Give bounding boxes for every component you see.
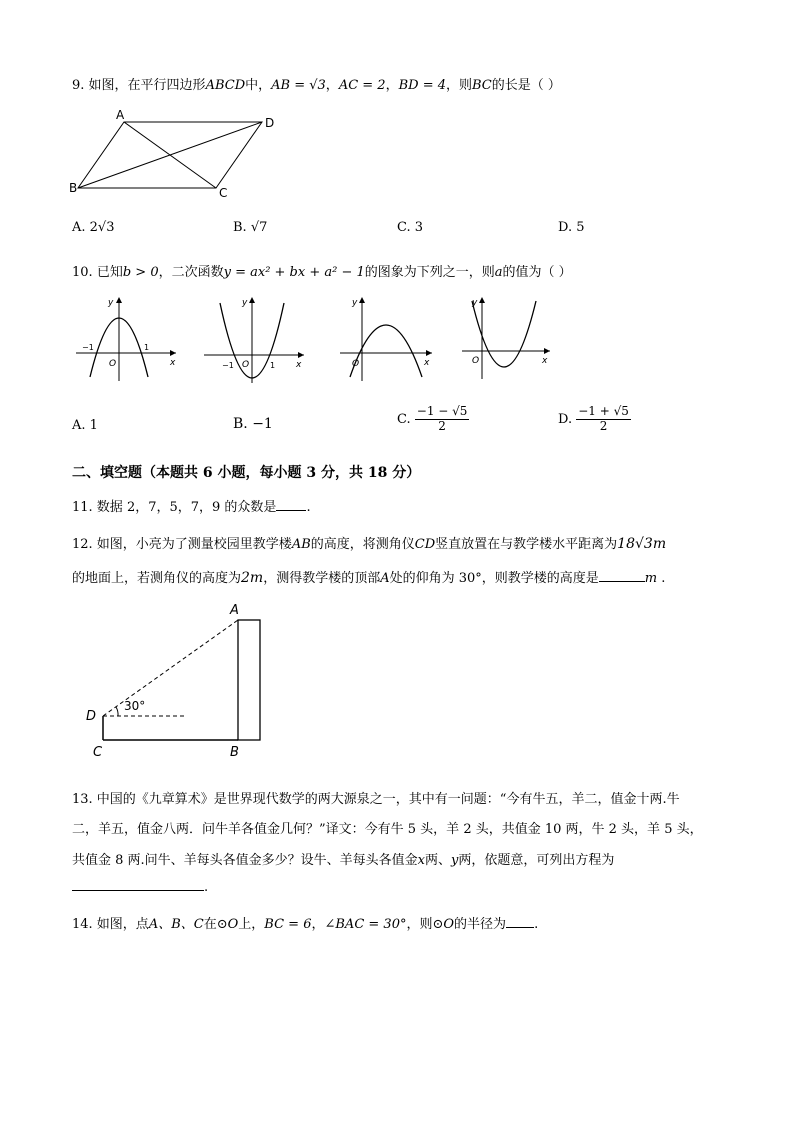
svg-text:y: y (108, 298, 114, 308)
q9-parallelogram-figure (66, 108, 286, 204)
svg-text:y: y (472, 298, 478, 308)
q10-stem: 10. 已知b > 0，二次函数y = ax² + bx + a² − 1的图象为下列之一，则a的值为（ ） (72, 265, 572, 280)
label-B: B (69, 181, 78, 195)
q13-line2: 二，羊五，值金八两．问牛羊各值金几何？”译文：今有牛 5 头，羊 2 头，共值金 10 两，牛 2 头，羊 5 头， (72, 822, 703, 837)
svg-text:x: x (542, 356, 548, 366)
q9-option-d[interactable]: D. 5 (558, 220, 585, 235)
svg-text:x: x (170, 358, 176, 368)
section2-title: 二、填空题（本题共 6 小题，每小题 3 分，共 18 分） (72, 465, 421, 481)
svg-text:−1: −1 (82, 343, 94, 352)
svg-text:A: A (230, 603, 239, 618)
q10-option-b[interactable]: B. −1 (233, 416, 273, 432)
q9-option-c[interactable]: C. 3 (397, 220, 424, 235)
svg-text:1: 1 (144, 343, 150, 352)
q9-stem: 9. 如图，在平行四边形ABCD中，AB = √3，AC = 2，BD = 4，则BC的长是（ ） (72, 78, 561, 93)
q14-stem: 14. 如图，点A、B、C在⊙O上，BC = 6，∠BAC = 30°，则⊙O的半径为 . (72, 917, 539, 932)
svg-text:O: O (109, 359, 117, 369)
q9-option-b[interactable]: B. √7 (233, 220, 268, 235)
label-C: C (219, 186, 228, 200)
q13-line3: 共值金 8 两.问牛、羊每头各值金多少？设牛、羊每头各值金x两、y两，依题意，可列出方程为 (72, 853, 615, 868)
label-D: D (265, 116, 275, 130)
q10-graph-d (458, 293, 558, 385)
svg-text:y: y (242, 298, 248, 308)
q10-graph-b (200, 293, 310, 385)
svg-text:y: y (352, 298, 358, 308)
svg-text:D: D (86, 709, 97, 724)
q10-option-d-fraction: $\frac{-1 + √5}{2}$ (578, 404, 629, 433)
svg-text:O: O (472, 356, 480, 366)
q10-option-a[interactable]: A. 1 (72, 418, 98, 433)
svg-text:C: C (93, 745, 103, 760)
q10-graph-a (72, 293, 182, 385)
svg-text:O: O (352, 359, 360, 369)
q13-line1: 13. 中国的《九章算术》是世界现代数学的两大源泉之一，其中有一问题：“今有牛五，羊二，值金十两.牛 (72, 792, 680, 807)
svg-text:x: x (424, 358, 430, 368)
q11-stem: 11. 数据 2，7，5，7，9 的众数是 . (72, 500, 311, 515)
svg-text:O: O (242, 360, 250, 370)
svg-text:30°: 30° (124, 699, 146, 713)
q10-graph-c (336, 293, 440, 385)
q11-answer-blank[interactable] (276, 509, 306, 511)
q12-line2: 的地面上，若测角仪的高度为2m，测得教学楼的顶部A处的仰角为 30°，则教学楼的高度是 m . (72, 570, 666, 586)
q12-line1: 12. 如图，小亮为了测量校园里教学楼AB的高度，将测角仪CD竖直放置在与教学楼水平距离为18√3m (72, 536, 667, 552)
q14-answer-blank[interactable] (506, 926, 534, 928)
q13-answer-line: . (72, 880, 208, 895)
q12-answer-blank[interactable] (599, 580, 645, 582)
svg-text:x: x (296, 360, 302, 370)
q9-option-a[interactable]: A. 2√3 (72, 220, 115, 235)
q10-option-c-fraction: $\frac{-1 - √5}{2}$ (416, 404, 468, 433)
q12-building-figure (80, 598, 280, 762)
q10-option-c[interactable]: C. $\frac{-1 - √5}{2}$ (397, 404, 468, 433)
q10-option-d[interactable]: D. $\frac{-1 + √5}{2}$ (558, 404, 629, 433)
svg-text:−1: −1 (222, 361, 234, 370)
svg-text:B: B (230, 745, 239, 760)
label-A: A (116, 108, 125, 122)
q13-answer-blank[interactable] (72, 889, 204, 891)
svg-text:1: 1 (270, 361, 276, 370)
